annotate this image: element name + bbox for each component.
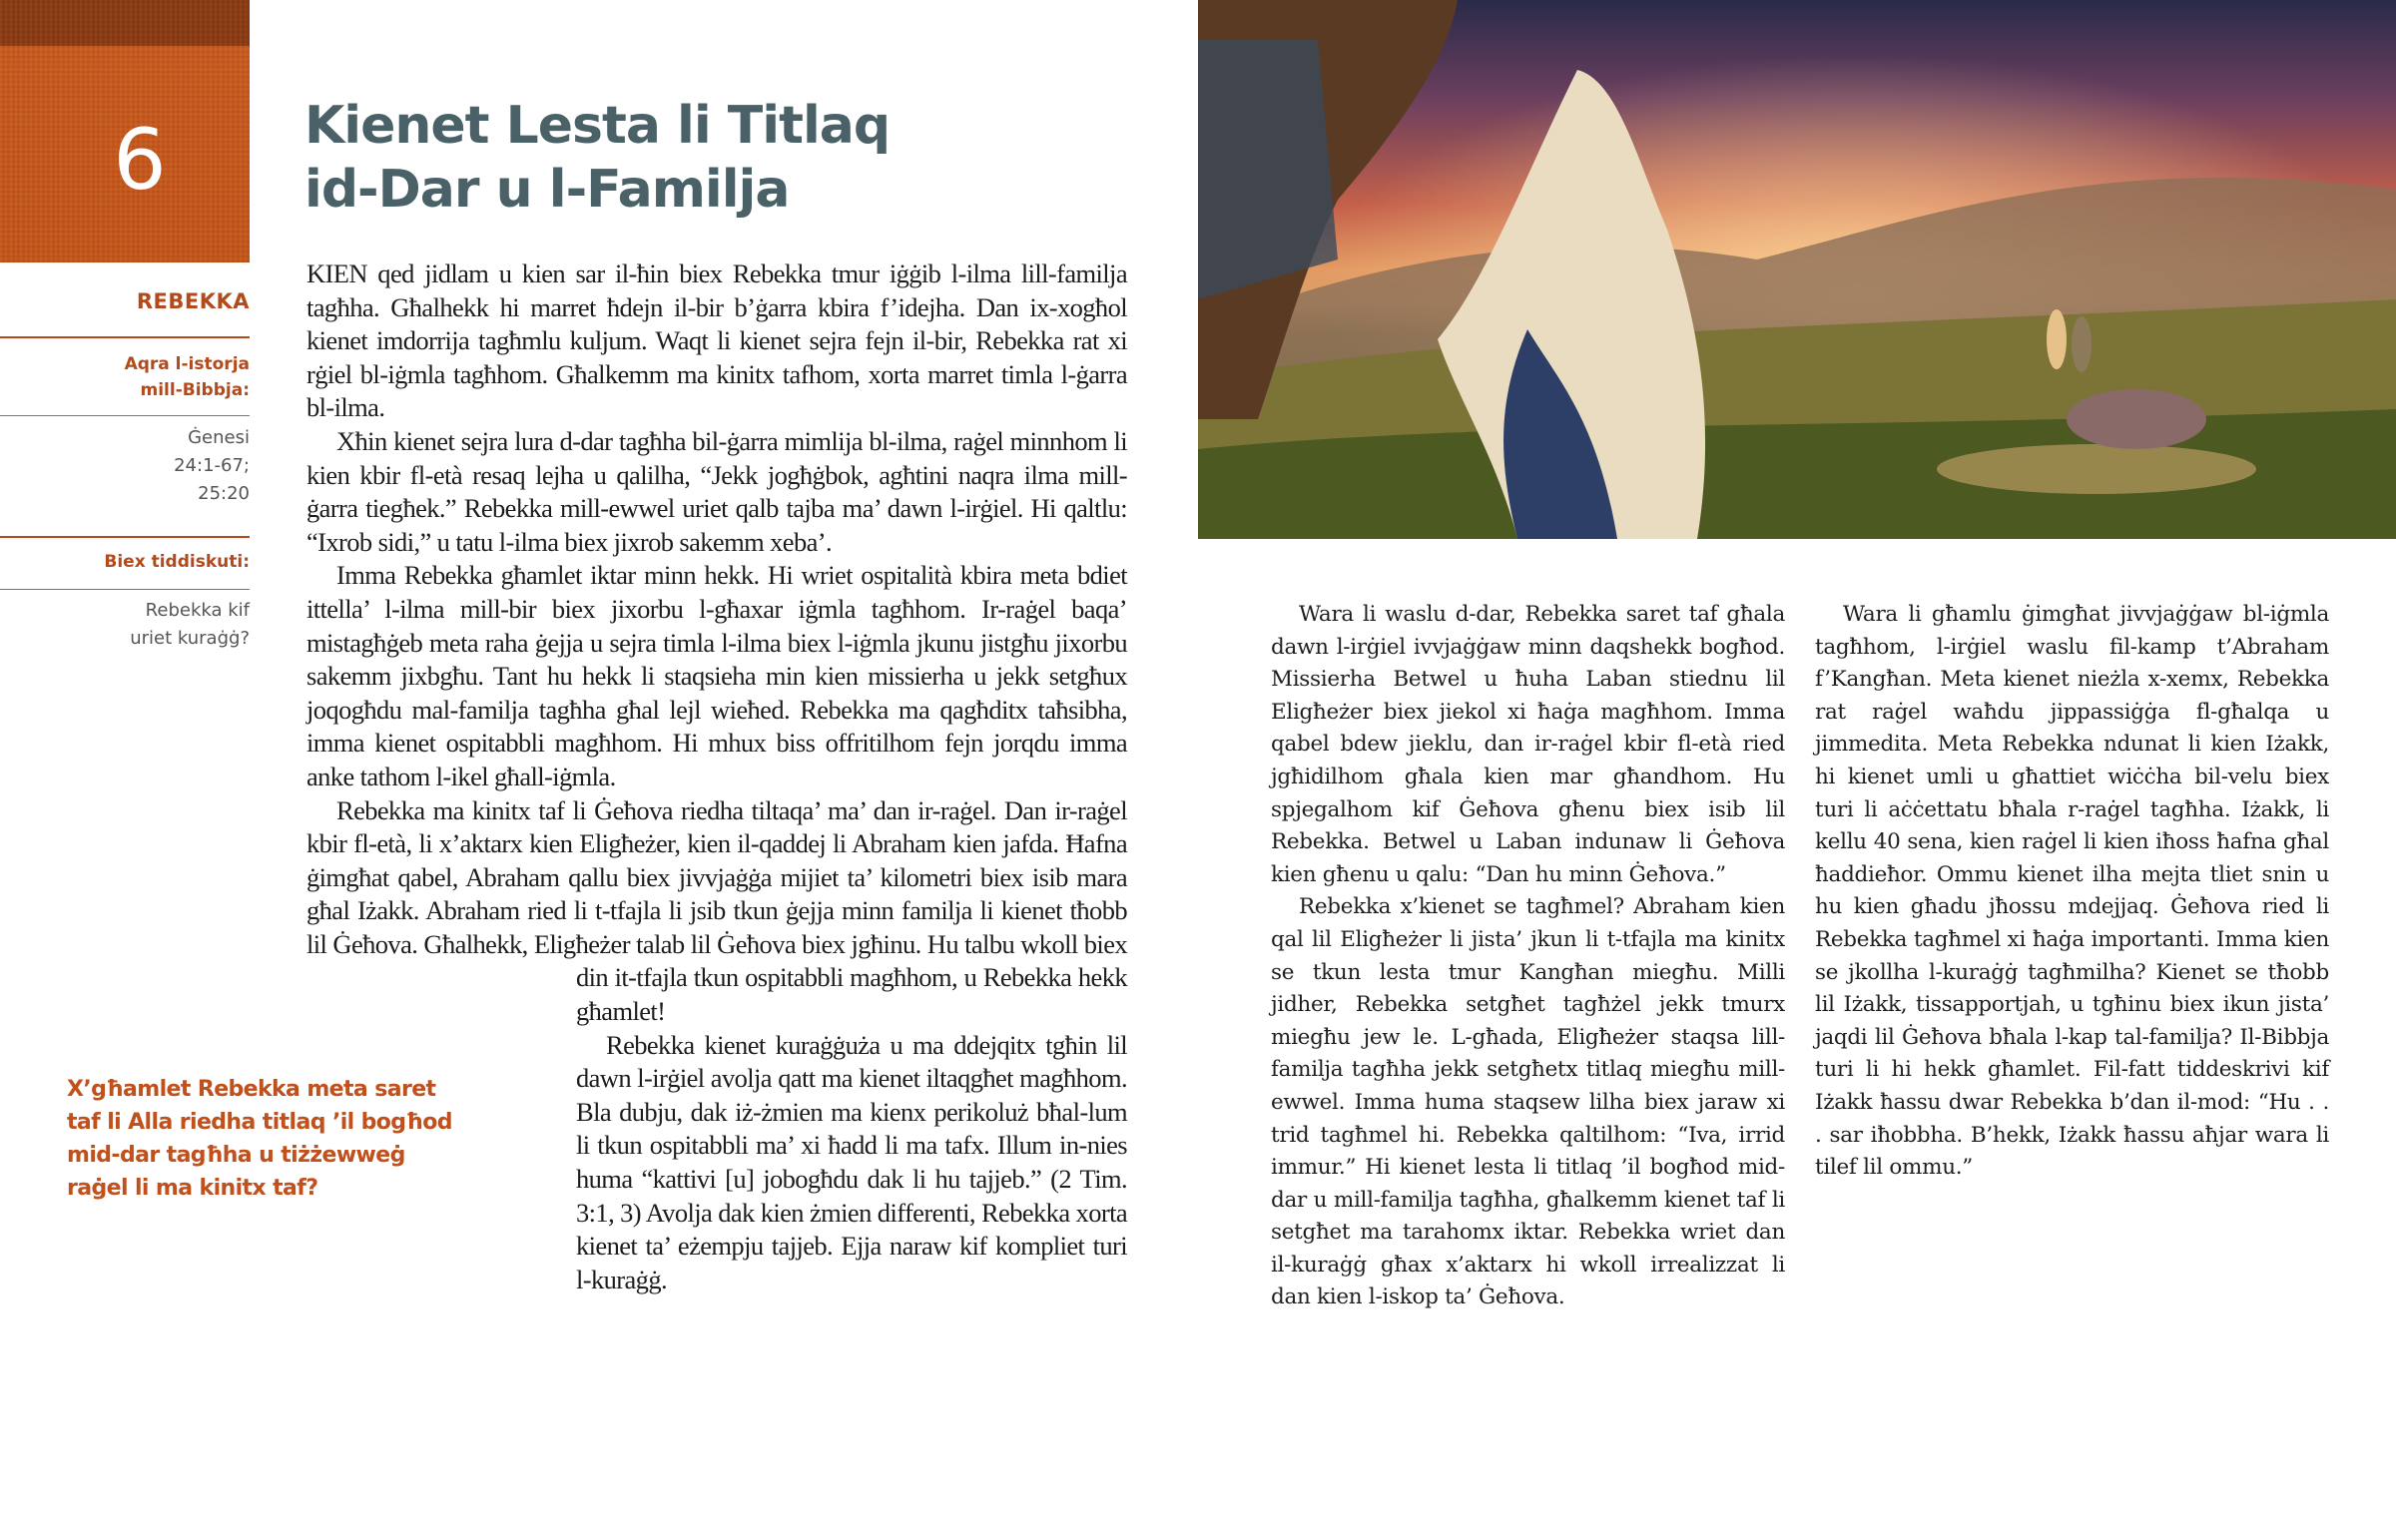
paragraph: Wara li għamlu ġimgħat jivvjaġġaw bl-iġmla tagħhom, l-irġiel waslu fil-kamp t’Abraham f’Kangħan. Meta kienet nieżla x-xemx, Rebekka rat raġel waħdu jippassiġġa fl-għalqa u jimmedita. Meta Rebekka ndunat li kien Iżakk, hi kienet umli u għattiet wiċċha bil-velu biex turi li aċċettatu bħala r-raġel tagħha. Iżakk, li kellu 40 sena, kien raġel li kien iħoss ħafna għal ħaddieħor. Ommu kienet ilha mejta tliet snin u hu kien għadu jħossu mdejjaq. Ġeħova ried li Rebekka tagħmel xi ħaġa importanti. Imma kien se jkollha l-kuraġġ tagħmilha? Kienet se tħobb lil Iżakk, tissapportjah, u tgħinu biex ikun jista’ jaqdi lil Ġeħova bħala l-kap tal-familja? Il-Bibbja turi li hi hekk għamlet. Fil-fatt tiddeskrivi kif Iżakk ħassu dwar Rebekka b’dan il-mod: “Hu . . . sar iħobbha. B’hekk, Iżakk ħassu aħjar wara li tilef lil ommu.” (1815, 602, 2329, 1181)
paragraph: Imma Rebekka għamlet iktar minn hekk. Hi wriet ospitalità kbira meta bdiet ittella’ l-ilma mill-bir biex jixorbu l-għaxar iġmla tagħhom. Ir-raġel baqa’ mistagħġeb meta raha ġejja u sejra timla l-ilma biex l-iġmla jkunu jistgħu jixorbu sakemm jixbgħu. Tant hu hekk li staqsieha min kien missierha u jekk setgħux joqogħdu mal-familja tagħha għal lejl wieħed. Rebekka ma qagħditx taħsibha, imma kienet ospitabbli magħhom. Hi mhux biss offritilhom fejn jorqdu imma anke tathom l-ikel għall-iġmla. (306, 560, 1127, 791)
left-column-text (306, 257, 1127, 1332)
middle-column-text (1271, 599, 1785, 1314)
paragraph: Rebekka kienet kuraġġuża u ma ddejqitx tgħin lil dawn l-irġiel avolja qatt ma kienet iltaqgħet magħhom. Bla dubju, dak iż-żmien ma kienx perikoluż bħal-lum li tkun ospitabbli ma’ xi ħadd li ma tafx. Illum in-nies huma “kattivi [u] jobogħdu dak li hu tajjeb.” (2 Tim. 3:1, 3) Avolja dak kien żmien differenti, Rebekka xorta kienet ta’ eżempju tajjeb. Ejja naraw kif kompliet turi l-kuraġġ. (576, 1029, 1127, 1294)
right-column-text (1815, 599, 2329, 1185)
divider (0, 336, 250, 338)
sidebar-character-name: REBEKKA (136, 289, 250, 313)
title-line-2: id-Dar u l-Familja (304, 160, 790, 220)
paragraph: Xħin kienet sejra lura d-dar tagħha bil-ġarra mimlija bl-ilma, raġel minnhom li kien kbir fl-età resaq lejha u qalilha, “Jekk jogħġbok, agħtini naqra ilma mill-ġarra tiegħek.” Rebekka mill-ewwel uriet qalb tajba ma’ dawn l-irġiel. Hi qaltlu: “Ixrob sidi,” u tatu l-ilma biex jixrob sakemm xeba’. (306, 425, 1127, 557)
illustration-painting (1198, 0, 2396, 539)
sidebar-discuss-label: Biex tiddiskuti: (104, 552, 250, 572)
paragraph: Rebekka ma kinitx taf li Ġeħova riedha tiltaqa’ ma’ dan ir-raġel. Dan ir-raġel kbir fl-età, li x’aktarx kien Eligħeżer, kien il-qaddej li Abraham kien jafda. Ħafna ġimgħat qabel, Abraham qallu biex jivvjaġġa mijiet ta’ kilometri biex isib mara għal Iżakk. Abraham ried li t-tfajla li jsib tkun ġejja minn familja li kienet tħobb lil Ġeħova. Għalhekk, Eligħeżer talab lil Ġeħova biex jgħinu. Hu talbu wkoll biex din it-tfajla tkun ospitabbli magħhom, u Rebekka hekk għamlet! (306, 794, 1127, 1027)
sidebar-read-label: Aqra l-istorja mill-Bibbja: (124, 354, 250, 400)
paragraph: Wara li waslu d-dar, Rebekka saret taf għala dawn l-irġiel ivvjaġġaw minn daqshekk bogħod. Missierha Betwel u ħuha Laban stiednu lil Eligħeżer biex jiekol xi ħaġa magħhom. Imma qabel bdew jieklu, dan ir-raġel kbir fl-età ried jgħidilhom għala kien mar għandhom. Hu spjegalhom kif Ġeħova għenu biex isib lil Rebekka. Betwel u Laban indunaw li Ġeħova kien għenu u qalu: “Dan hu minn Ġeħova.” (1271, 602, 1785, 887)
sidebar-scripture-reference: Ġenesi 24:1-67; 25:20 (174, 427, 250, 504)
study-question-callout: X’għamlet Rebekka meta saret taf li Alla riedha titlaq ’il bogħod mid-dar tagħha u tiżżewweġ raġel li ma kinitx taf? (67, 1077, 452, 1201)
divider (0, 589, 250, 590)
title-line-1: Kienet Lesta li Titlaq (304, 96, 891, 156)
divider (0, 536, 250, 538)
chapter-number: 6 (113, 111, 167, 209)
paragraph: KIEN qed jidlam u kien sar il-ħin biex Rebekka tmur iġġib l-ilma lill-familja tagħha. Għalhekk hi marret ħdejn il-bir b’ġarra kbira f’idejha. Dan ix-xogħol kienet imdorrija tagħmlu kuljum. Waqt li kienet sejra fejn il-bir, Rebekka rat xi rġiel bl-iġmla tagħhom. Għalkemm ma kinitx tafhom, xorta marret timla l-ġarra bl-ilma. (306, 258, 1127, 423)
paragraph: Rebekka x’kienet se tagħmel? Abraham kien qal lil Eligħeżer li jista’ jkun li t-tfajla ma kinitx se tkun lesta tmur Kangħan miegħu. Milli jidher, Rebekka setgħet tagħżel jekk tmurx miegħu jew le. L-għada, Eligħeżer staqsa lill-familja tagħha jekk setgħetx titlaq miegħu mill-ewwel. Imma huma staqsew lilha biex jaraw xi trid tagħmel hi. Rebekka qaltilhom: “Iva, irrid immur.” Hi kienet lesta li titlaq ’il bogħod mid-dar u mill-familja tagħha, għalkemm kienet taf li setgħet ma tarahomx iktar. Rebekka wriet dan il-kuraġġ għax x’aktarx hi wkoll irrealizzat li dan kien l-iskop ta’ Ġeħova. (1271, 894, 1785, 1310)
divider (0, 415, 250, 416)
callout-spacer (306, 963, 576, 1332)
chapter-number-block (0, 0, 250, 262)
sidebar-discuss-question: Rebekka kif uriet kuraġġ? (130, 600, 250, 649)
page-title (304, 94, 890, 222)
illustration-rebekah-with-camel (1198, 0, 2396, 539)
